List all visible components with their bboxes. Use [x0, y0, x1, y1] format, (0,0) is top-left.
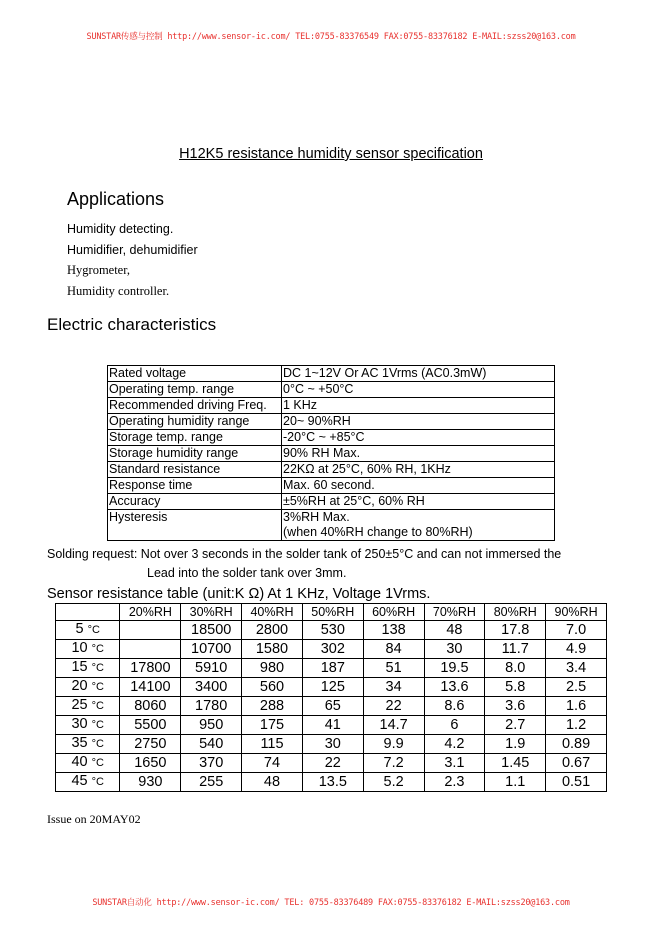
resistance-cell: 2.5	[546, 678, 607, 697]
resistance-cell: 22	[302, 754, 363, 773]
temperature-unit: °C	[91, 643, 104, 655]
table-row	[108, 430, 555, 446]
resistance-cell: 3.1	[424, 754, 485, 773]
footer-banner: SUNSTAR自动化 http://www.sensor-ic.com/ TEL: 0755-83376489 FAX:0755-83376182 E-MAIL:szss20@163.com	[92, 898, 570, 908]
table-row	[108, 494, 555, 510]
list-item: Humidity detecting.	[67, 222, 174, 236]
temperature-cell	[56, 640, 120, 659]
resistance-cell: 1.1	[485, 773, 546, 792]
temperature-cell	[56, 697, 120, 716]
temperature-value: 10	[71, 640, 88, 656]
spec-value	[282, 430, 555, 446]
applications-heading: Applications	[67, 189, 165, 209]
resistance-cell: 14.7	[363, 716, 424, 735]
temperature-value: 20	[71, 678, 88, 694]
resistance-cell: 302	[302, 640, 363, 659]
resistance-cell: 1650	[120, 754, 181, 773]
resistance-cell: 22	[363, 697, 424, 716]
resistance-cell: 3.4	[546, 659, 607, 678]
temperature-value: 25	[71, 697, 88, 713]
table-row	[56, 735, 607, 754]
resistance-cell: 30	[424, 640, 485, 659]
resistance-cell: 5.8	[485, 678, 546, 697]
table-row	[56, 659, 607, 678]
spec-label: Operating humidity range	[108, 414, 282, 430]
solding-line-1: Solding request: Not over 3 seconds in the solder tank of 250±5°C and can not immersed the	[47, 547, 562, 561]
spec-label: Standard resistance	[108, 462, 282, 478]
resistance-cell: 19.5	[424, 659, 485, 678]
spec-value	[282, 446, 555, 462]
resistance-cell: 17.8	[485, 621, 546, 640]
resistance-cell: 48	[424, 621, 485, 640]
spec-value-text: 22KΩ at 25°C, 60% RH, 1KHz	[283, 462, 451, 476]
resistance-cell: 13.5	[302, 773, 363, 792]
table-row	[56, 716, 607, 735]
resistance-cell: 7.2	[363, 754, 424, 773]
resistance-cell: 51	[363, 659, 424, 678]
column-header: 30%RH	[181, 604, 242, 621]
table-row	[108, 446, 555, 462]
resistance-table	[55, 603, 607, 792]
resistance-cell: 288	[242, 697, 303, 716]
temperature-cell	[56, 773, 120, 792]
column-header: 90%RH	[546, 604, 607, 621]
spec-label: Hysteresis	[108, 510, 282, 541]
spec-value-text: 1 KHz	[283, 398, 318, 412]
document-title: H12K5 resistance humidity sensor specification	[179, 146, 483, 162]
spec-value-text: 90% RH Max.	[283, 446, 361, 460]
spec-label: Response time	[108, 478, 282, 494]
solding-request	[47, 545, 561, 583]
resistance-cell: 4.9	[546, 640, 607, 659]
spec-value	[282, 382, 555, 398]
temperature-value: 45	[71, 773, 88, 789]
spec-value	[282, 366, 555, 382]
temperature-unit: °C	[87, 624, 100, 636]
resistance-cell: 980	[242, 659, 303, 678]
temperature-value: 40	[71, 754, 88, 770]
resistance-cell: 8.6	[424, 697, 485, 716]
resistance-cell: 950	[181, 716, 242, 735]
resistance-cell: 540	[181, 735, 242, 754]
resistance-cell: 125	[302, 678, 363, 697]
resistance-cell: 1.9	[485, 735, 546, 754]
table-row	[56, 697, 607, 716]
resistance-cell: 2750	[120, 735, 181, 754]
resistance-cell: 255	[181, 773, 242, 792]
spec-value	[282, 414, 555, 430]
resistance-cell: 30	[302, 735, 363, 754]
resistance-cell: 4.2	[424, 735, 485, 754]
table-row	[108, 462, 555, 478]
electric-heading: Electric characteristics	[47, 315, 217, 334]
spec-value	[282, 398, 555, 414]
spec-label: Recommended driving Freq.	[108, 398, 282, 414]
resistance-cell: 17800	[120, 659, 181, 678]
resistance-cell: 2.7	[485, 716, 546, 735]
resistance-cell: 18500	[181, 621, 242, 640]
resistance-cell: 74	[242, 754, 303, 773]
spec-value-text: -20°C ~ +85°C	[283, 430, 365, 444]
resistance-cell: 8.0	[485, 659, 546, 678]
resistance-cell: 14100	[120, 678, 181, 697]
resistance-cell: 11.7	[485, 640, 546, 659]
resistance-cell: 1.45	[485, 754, 546, 773]
table-row	[56, 621, 607, 640]
spec-label: Accuracy	[108, 494, 282, 510]
spec-value-note: (when 40%RH change to 80%RH)	[283, 525, 473, 539]
resistance-cell	[120, 640, 181, 659]
column-header: 40%RH	[242, 604, 303, 621]
resistance-cell: 10700	[181, 640, 242, 659]
temperature-value: 30	[71, 716, 88, 732]
resistance-cell: 48	[242, 773, 303, 792]
solding-line-2: Lead into the solder tank over 3mm.	[147, 566, 347, 580]
table-row	[56, 773, 607, 792]
spec-value	[282, 478, 555, 494]
spec-value-text: DC 1~12V Or AC 1Vrms (AC0.3mW)	[283, 366, 487, 380]
resistance-cell: 1580	[242, 640, 303, 659]
resistance-cell: 930	[120, 773, 181, 792]
column-header: 60%RH	[363, 604, 424, 621]
resistance-cell: 65	[302, 697, 363, 716]
table-row	[108, 366, 555, 382]
resistance-cell: 5500	[120, 716, 181, 735]
resistance-cell: 9.9	[363, 735, 424, 754]
resistance-cell: 1.2	[546, 716, 607, 735]
resistance-cell: 1.6	[546, 697, 607, 716]
resistance-cell: 84	[363, 640, 424, 659]
list-item: Humidity controller.	[67, 283, 170, 298]
temperature-unit: °C	[91, 757, 104, 769]
temperature-unit: °C	[91, 776, 104, 788]
temperature-value: 35	[71, 735, 88, 751]
spec-value-text: 3%RH Max.	[283, 510, 350, 524]
resistance-cell: 370	[181, 754, 242, 773]
temperature-value: 15	[71, 659, 88, 675]
table-row	[108, 398, 555, 414]
resistance-table-caption: Sensor resistance table (unit:K Ω) At 1 KHz, Voltage 1Vrms.	[47, 586, 431, 602]
spec-label: Storage humidity range	[108, 446, 282, 462]
spec-value-text: Max. 60 second.	[283, 478, 375, 492]
temperature-cell	[56, 659, 120, 678]
column-header: 50%RH	[302, 604, 363, 621]
resistance-cell: 187	[302, 659, 363, 678]
table-row	[108, 414, 555, 430]
temperature-cell	[56, 735, 120, 754]
temperature-unit: °C	[91, 662, 104, 674]
resistance-cell: 2800	[242, 621, 303, 640]
spec-label: Rated voltage	[108, 366, 282, 382]
temperature-value: 5	[75, 621, 84, 637]
column-header: 80%RH	[485, 604, 546, 621]
resistance-cell: 3.6	[485, 697, 546, 716]
spec-value-text: 20~ 90%RH	[283, 414, 351, 428]
spec-label: Storage temp. range	[108, 430, 282, 446]
spec-value	[282, 462, 555, 478]
resistance-cell: 5.2	[363, 773, 424, 792]
spec-value	[282, 494, 555, 510]
resistance-cell: 34	[363, 678, 424, 697]
table-row	[108, 510, 555, 541]
spec-label: Operating temp. range	[108, 382, 282, 398]
temperature-unit: °C	[91, 719, 104, 731]
list-item: Hygrometer,	[67, 263, 131, 277]
table-row	[56, 678, 607, 697]
electric-spec-table	[107, 365, 555, 541]
table-row	[56, 640, 607, 659]
table-corner	[56, 604, 120, 621]
table-row	[108, 382, 555, 398]
spec-value-text: ±5%RH at 25°C, 60% RH	[283, 494, 425, 508]
resistance-cell: 3400	[181, 678, 242, 697]
resistance-cell: 1780	[181, 697, 242, 716]
issue-date: Issue on 20MAY02	[47, 812, 141, 826]
resistance-cell: 6	[424, 716, 485, 735]
resistance-cell: 7.0	[546, 621, 607, 640]
temperature-unit: °C	[91, 681, 104, 693]
spec-value-text: 0°C ~ +50°C	[283, 382, 354, 396]
temperature-cell	[56, 716, 120, 735]
resistance-cell: 41	[302, 716, 363, 735]
list-item: Humidifier, dehumidifier	[67, 242, 198, 257]
temperature-unit: °C	[91, 700, 104, 712]
temperature-unit: °C	[91, 738, 104, 750]
column-header: 70%RH	[424, 604, 485, 621]
column-header: 20%RH	[120, 604, 181, 621]
resistance-cell: 0.51	[546, 773, 607, 792]
table-row	[56, 754, 607, 773]
header-banner: SUNSTAR传感与控制 http://www.sensor-ic.com/ TEL:0755-83376549 FAX:0755-83376182 E-MAIL:szss20@163.com	[86, 32, 576, 42]
resistance-cell: 2.3	[424, 773, 485, 792]
resistance-cell: 530	[302, 621, 363, 640]
spec-value	[282, 510, 555, 541]
resistance-cell: 13.6	[424, 678, 485, 697]
resistance-cell: 560	[242, 678, 303, 697]
resistance-cell: 138	[363, 621, 424, 640]
temperature-cell	[56, 621, 120, 640]
temperature-cell	[56, 754, 120, 773]
resistance-cell: 0.67	[546, 754, 607, 773]
resistance-cell: 175	[242, 716, 303, 735]
resistance-cell: 0.89	[546, 735, 607, 754]
resistance-cell	[120, 621, 181, 640]
resistance-cell: 5910	[181, 659, 242, 678]
temperature-cell	[56, 678, 120, 697]
resistance-cell: 8060	[120, 697, 181, 716]
applications-list	[67, 221, 198, 303]
table-row	[108, 478, 555, 494]
resistance-cell: 115	[242, 735, 303, 754]
